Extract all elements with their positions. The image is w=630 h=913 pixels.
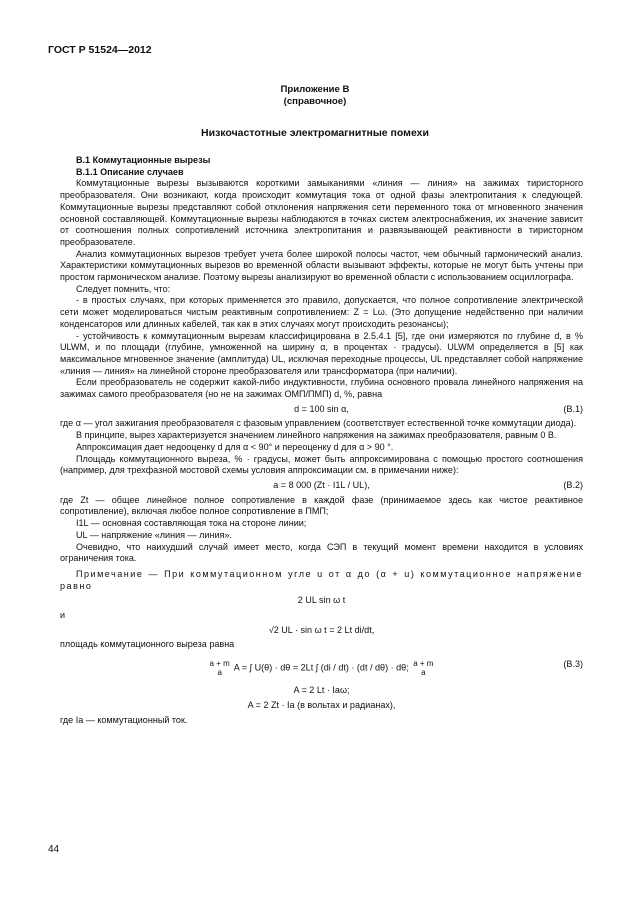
appendix-title: Приложение В (280, 84, 350, 95)
paragraph: - в простых случаях, при которых применяется это правило, допускается, что полное сопротивление электрической сети может моделироваться чистым реактивным сопротивлением: Z = Lω. (Это допущение недейственно при наличии конденсаторов или длинных кабелей, так как в этих случаях могут происходить резонансы); (60, 295, 583, 329)
equation-number: (В.2) (563, 479, 583, 490)
heading-b11: В.1.1 Описание случаев (76, 166, 184, 177)
equation-note-3 (60, 685, 583, 697)
paragraph: Коммутационные вырезы вызываются короткими замыканиями «линия — линия» на зажимах тиристорного преобразователя. Они возникают, когда происходит коммутация тока от одной фазы электропитания к следующей. Коммутационные вырезы представляют собой отклонения напряжения сети переменного тока от мгновенного значения основной составляющей. Коммутационные вырезы наблюдаются в точках систем электроснабжения, их значение зависит от соотношения полных сопротивлений источника электропитания и развязывающей реактивности в тиристорном преобразователе. (60, 178, 583, 247)
equation-text: A = ∫ U(θ) · dθ = 2Lt ∫ (di / dt) · (dt / dθ) · dθ; (233, 662, 409, 673)
integral-limits-2 (413, 659, 433, 677)
paragraph: I1L — основная составляющая тока на стороне линии; (76, 518, 307, 529)
equation-note-1 (60, 595, 583, 607)
paragraph: площадь коммутационного выреза равна (60, 639, 235, 650)
paragraph: В принципе, вырез характеризуется значением линейного напряжения на зажимах преобразователя, равным 0 В. (76, 430, 557, 441)
paragraph: Очевидно, что наихудший случай имеет место, когда СЭП в текущий момент времени находится в условиях ограничения тока. (60, 541, 583, 564)
equation-number: (В.3) (563, 659, 583, 670)
paragraph: где Zt — общее линейное полное сопротивление в каждой фазе (принимаемое здесь как чистое реактивное сопротивление), включая любое полное сопротивление в ПМП; (60, 494, 583, 517)
paragraph: где Ia — коммутационный ток. (60, 714, 188, 725)
integral-upper: a + m (209, 659, 230, 669)
equation-number: (В.1) (563, 403, 583, 414)
integral-limits (210, 659, 230, 677)
integral-lower: a (421, 668, 426, 678)
paragraph: Следует помнить, что: (76, 283, 171, 294)
paragraph: Если преобразователь не содержит какой-либо индуктивности, глубина основного провала линейного напряжения на зажимах самого преобразователя (но не на зажимах ОМП/ПМП) d, %, равна (60, 377, 583, 400)
equation-note-4 (60, 700, 583, 712)
equation-text: A = 2 Zt · Ia (в вольтах и радианах), (247, 699, 396, 710)
equation-text: A = 2 Lt · Iaω; (293, 685, 350, 696)
paragraph: Анализ коммутационных вырезов требует учета более широкой полосы частот, чем обычный гармонический анализ. Характеристики коммутационных вырезов во временной области вызывают эффекты, которые не могут быть учтены при простом гармоническом анализе. Поэтому вырезы анализируют во временной области с использованием осциллографа. (60, 248, 583, 283)
paragraph: UL — напряжение «линия — линия». (76, 529, 232, 540)
equation-text: a = 8 000 (Zt · I1L / UL), (273, 479, 370, 490)
heading-b1: В.1 Коммутационные вырезы (76, 155, 211, 165)
body-text (60, 155, 583, 726)
equation-b2 (60, 480, 583, 492)
equation-text: d = 100 sin α, (294, 403, 349, 414)
equation-b3 (60, 659, 583, 677)
page-number: 44 (48, 844, 60, 855)
paragraph: - устойчивость к коммутационным вырезам классифицирована в 2.5.4.1 [5], где они измеряются по глубине d, в % ULWM, и по площади (глубине, умноженной на ширину α, в процентах · градусы). ULWM определяется в [5] как максимальное мгновенное значение (амплитуда) UL, исключая переходные процессы, UL представляет собой напряжение «линия — линия» на линейной стороне преобразователя или трансформатора (при наличии). (60, 330, 583, 376)
paragraph: Площадь коммутационного выреза, % · градусы, может быть аппроксимирована с помощью простого соотношения (например, для трехфазной мостовой схемы условия аппроксимации см. в примечании ниже): (60, 453, 583, 476)
appendix-subtitle: (справочное) (283, 96, 347, 107)
equation-b1 (60, 404, 583, 416)
section-title: Низкочастотные электромагнитные помехи (201, 127, 429, 139)
paragraph: Аппроксимация дает недооценку d для α < 90° и переоценку d для α > 90 °. (76, 441, 394, 452)
paragraph: где α — угол зажигания преобразователя с фазовым управлением (соответствует естественной точке коммутации диода). (60, 418, 577, 429)
integral-upper: a + m (413, 659, 434, 669)
conjunction: и (60, 610, 66, 621)
equation-text: √2 UL · sin ω t = 2 Lt di/dt, (268, 624, 375, 635)
page-header: ГОСТ Р 51524—2012 (48, 44, 152, 56)
equation-note-2 (60, 625, 583, 637)
note: Примечание — При коммутационном угле u от α до (α + u) коммутационное напряжение равно (60, 568, 583, 591)
equation-text: 2 UL sin ω t (297, 595, 346, 606)
integral-lower: a (217, 668, 222, 678)
